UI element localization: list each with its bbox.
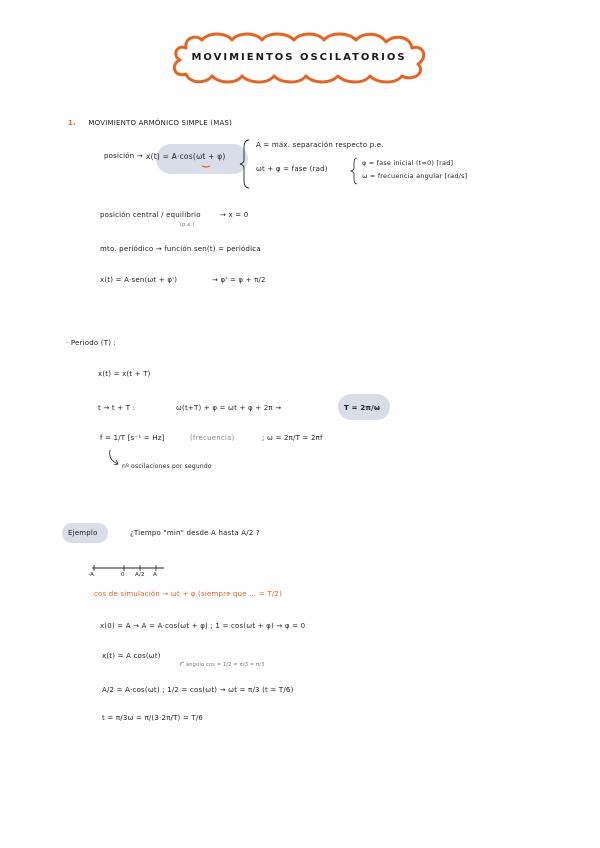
def-amplitude: A = máx. separación respecto p.e. [256, 141, 384, 149]
example-line4: A/2 = A·cos(ωt) ; 1/2 = cos(ωt) → ωt = π/3 (t = T/6) [102, 686, 294, 694]
position-formula: x(t) = A·cos(ωt + φ) [146, 152, 226, 161]
example-line4-note: ángulo cos = 1/2 = π/3 = π/3 [186, 662, 265, 668]
period-line3-left: f = 1/T [s⁻¹ = Hz] [100, 434, 165, 442]
def-omega: ω = frecuencia angular [rad/s] [362, 172, 468, 180]
period-heading: · Periodo (T) : [66, 339, 117, 347]
example-line5: t = π/3ω = π/(3·2π/T) = T/6 [102, 714, 204, 722]
def-phi: φ = fase inicial (t=0) [rad] [362, 159, 454, 167]
axis-label-zero: 0 [121, 572, 125, 578]
period-line2-left: t → t + T : [98, 404, 136, 412]
axis-label-a: A [153, 572, 157, 578]
period-line2-mid: ω(t+T) + φ = ωt + φ + 2π → [176, 404, 282, 412]
equilibrium-sub: (p.e.) [180, 222, 195, 228]
sin-relation: → φ' = φ + π/2 [212, 276, 266, 284]
position-label: posición → [104, 152, 143, 160]
axis-label-neg-a: -A [88, 572, 95, 578]
example-line1-text: cos de simulación → ωt + φ (siempre que ... = T/2) [94, 590, 283, 598]
example-badge: Ejemplo [68, 529, 98, 537]
page-title: MOVIMIENTOS OSCILATORIOS [191, 52, 407, 63]
example-question: ¿Tiempo "min" desde A hasta A/2 ? [130, 529, 260, 537]
period-line3-note: (frecuencia) [190, 434, 235, 442]
equilibrium-label: posición central / equilibrio [100, 211, 201, 219]
equilibrium-value: → x = 0 [220, 211, 249, 219]
periodic-text: mto. periódico → función sen(t) = periódica [100, 245, 261, 253]
section-number: 1. [68, 119, 76, 127]
period-result: T = 2π/ω [344, 404, 381, 412]
example-line3: x(t) = A cos(ωt) [102, 652, 161, 660]
section-heading: MOVIMIENTO ARMÓNICO SIMPLE (MAS) [88, 119, 233, 127]
example-line2: x(0) = A → A = A·cos(ωt + φ) ; 1 = cos(ωt + φ) → φ = 0 [100, 622, 306, 630]
example-line1 [94, 590, 282, 598]
period-line1: x(t) = x(t + T) [98, 370, 151, 378]
period-line4-note: nº oscilaciones por segundo [122, 463, 212, 470]
sin-form: x(t) = A·sen(ωt + φ') [100, 276, 178, 284]
period-line3-right: ; ω = 2π/T = 2πf [262, 434, 323, 442]
def-phase: ωt + φ = fase (rad) [256, 165, 328, 173]
axis-label-half-a: A/2 [135, 572, 145, 578]
